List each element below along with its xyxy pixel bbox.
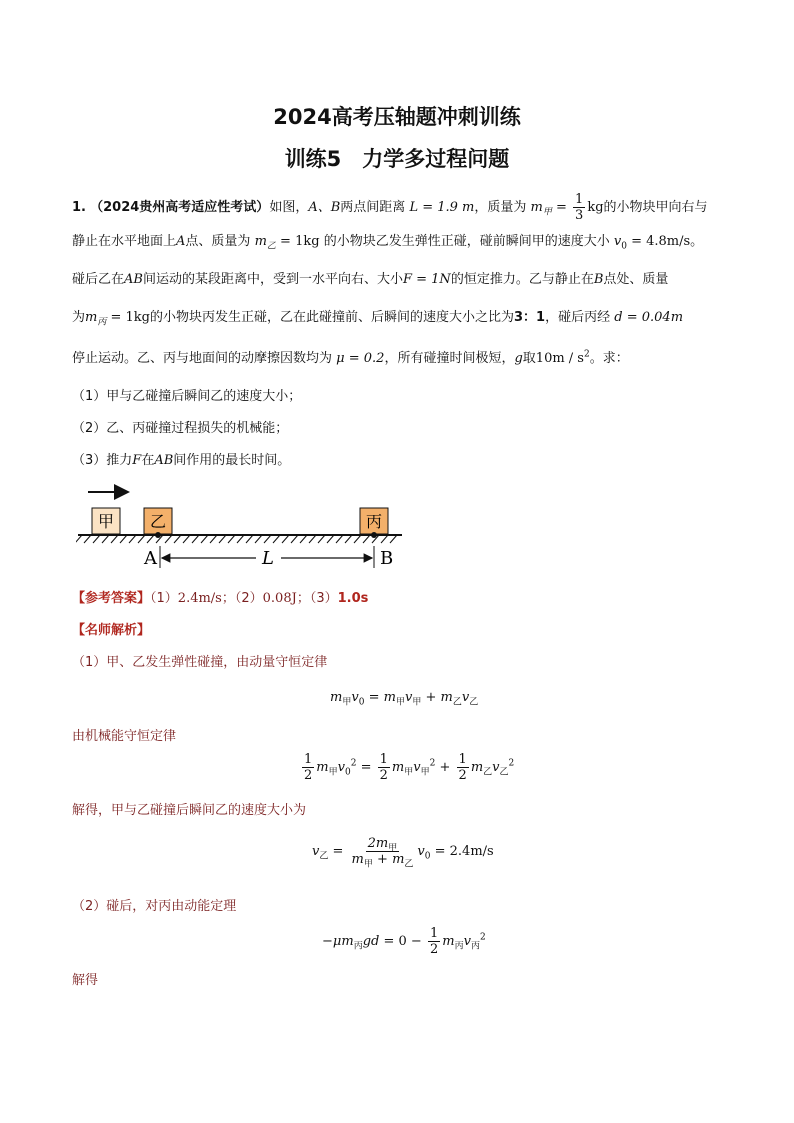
hatch-mark — [210, 535, 217, 543]
hatch-mark — [318, 535, 325, 543]
answer-tag: 【参考答案】 — [72, 591, 151, 606]
text: 如图， — [269, 200, 309, 215]
text: ，碰后丙经 — [545, 310, 611, 325]
analysis-p4: （2）碰后，对丙由动能定理 — [72, 899, 237, 914]
text: 在 — [141, 453, 155, 468]
text: ，质量为 — [474, 200, 527, 215]
text: 。求： — [589, 351, 629, 366]
question-2: （2）乙、丙碰撞过程损失的机械能； — [72, 421, 289, 436]
question-1: （1）甲与乙碰撞后瞬间乙的速度大小； — [72, 389, 302, 404]
text: A、B — [308, 200, 341, 215]
equation-momentum: $m_甲v_0 = m_甲v_甲 + m_乙v_乙$ — [330, 690, 479, 708]
text: = 1kg — [275, 234, 320, 249]
text: = 4.8m/s — [626, 234, 691, 249]
analysis-p5: 解得 — [72, 973, 99, 988]
text: A — [176, 234, 186, 249]
hatch-mark — [309, 535, 316, 543]
problem-line-3 — [72, 271, 668, 289]
block-bing-label: 丙 — [365, 512, 383, 531]
text: F — [132, 453, 142, 468]
text: = — [551, 200, 572, 215]
hatch-mark — [165, 535, 172, 543]
fraction: $\frac{1}{3}$ — [575, 192, 584, 223]
eq-L: L = 1.9 m — [409, 200, 475, 215]
hatch-mark — [237, 535, 244, 543]
text: （3）推力 — [72, 453, 133, 468]
m-jia: $m_甲$ — [530, 200, 552, 218]
hatch-mark — [363, 535, 370, 543]
text: 的小物块甲向右与 — [603, 200, 708, 215]
analysis-p3: 解得，甲与乙碰撞后瞬间乙的速度大小为 — [72, 803, 307, 818]
hatch-mark — [381, 535, 388, 543]
hatch-mark — [102, 535, 109, 543]
text: 。 — [690, 234, 704, 249]
hatch-mark — [336, 535, 343, 543]
text: 点、质量为 — [185, 234, 251, 249]
hatch-mark — [246, 535, 253, 543]
v0: $v_0$ — [613, 234, 627, 252]
text: 碰后乙在 — [72, 272, 125, 287]
text: 间运动的某段距离中，受到一水平向右、大小 — [142, 272, 403, 287]
problem-line-1 — [72, 192, 708, 223]
analysis-p1: （1）甲、乙发生弹性碰撞，由动量守恒定律 — [72, 655, 328, 670]
hatch-mark — [264, 535, 271, 543]
block-yi-label: 乙 — [149, 512, 167, 531]
label-A: A — [144, 548, 157, 569]
hatch-mark — [76, 535, 82, 543]
analysis-tag: 【名师解析】 — [72, 623, 151, 638]
label-L: L — [262, 548, 274, 569]
problem-number: 1. — [72, 200, 86, 215]
hatch-mark — [291, 535, 298, 543]
text: = 1kg — [106, 310, 150, 325]
problem-source: （2024贵州高考适应性考试） — [90, 200, 270, 215]
hatch-mark — [111, 535, 118, 543]
block-jia-label: 甲 — [97, 512, 115, 531]
hatch-mark — [228, 535, 235, 543]
text: ，所有碰撞时间极短， — [384, 351, 515, 366]
hatch-mark — [138, 535, 145, 543]
hatch-mark — [201, 535, 208, 543]
text: g — [514, 351, 523, 366]
hatch-mark — [282, 535, 289, 543]
hatch-mark — [183, 535, 190, 543]
hatch-mark — [354, 535, 361, 543]
m-bing: $m_丙$ — [85, 310, 107, 328]
hatch-mark — [390, 535, 397, 543]
text: （2） — [234, 591, 263, 606]
text: 间作用的最长时间。 — [173, 453, 291, 468]
hatch-mark — [327, 535, 334, 543]
ratio: 3：1 — [514, 310, 546, 325]
ground-hatching — [76, 535, 397, 543]
problem-line-5 — [72, 350, 629, 368]
answer-3: 1.0s — [337, 591, 369, 606]
label-B: B — [380, 548, 394, 569]
text: 的小物块乙发生弹性正碰，碰前瞬间甲的速度大小 — [323, 234, 610, 249]
text: AB — [154, 453, 174, 468]
hatch-mark — [345, 535, 352, 543]
text: kg — [587, 200, 604, 215]
hatch-mark — [255, 535, 262, 543]
hatch-mark — [147, 535, 154, 543]
hatch-mark — [273, 535, 280, 543]
m-yi: $m_乙$ — [254, 234, 276, 252]
analysis-p2: 由机械能守恒定律 — [72, 729, 177, 744]
eq-d: d = 0.04m — [614, 310, 684, 325]
text: AB — [124, 272, 143, 287]
problem-line-2 — [72, 233, 703, 251]
point-B — [371, 532, 377, 538]
equation-work-energy: $-\mu m_丙gd = 0$ − $\frac{1}{2}$ $m_丙v_丙^2$ — [322, 926, 486, 957]
hatch-mark — [120, 535, 127, 543]
hatch-mark — [129, 535, 136, 543]
text: 静止在水平地面上 — [72, 234, 177, 249]
question-3 — [72, 452, 290, 470]
text: 为 — [72, 310, 86, 325]
hatch-mark — [192, 535, 199, 543]
answer-2: 0.08J — [262, 591, 297, 606]
hatch-mark — [219, 535, 226, 543]
equation-energy: $\frac{1}{2}$ $m_甲v_0^2$ = $\frac{1}{2}$ $m_甲v_甲^2$ + $\frac{1}{2}$ $m_乙v_乙^2$ — [304, 752, 515, 783]
hatch-mark — [93, 535, 100, 543]
eq-F: F = 1N — [402, 272, 451, 287]
text: 的小物块丙发生正碰，乙在此碰撞前、后瞬间的速度大小之比为 — [150, 310, 515, 325]
text: 的恒定推力。乙与静止在 — [450, 272, 594, 287]
text: ； — [296, 591, 310, 606]
text: 取 — [522, 351, 536, 366]
hatch-mark — [84, 535, 91, 543]
page-subtitle: 训练5 力学多过程问题 — [284, 147, 510, 171]
text: （1） — [150, 591, 178, 606]
equation-v-yi: $v_乙$ = $\frac{2m_甲}{m_甲 + m_乙}$ $v_0 = 2.4m/s$ — [312, 836, 494, 870]
eq-mu: μ = 0.2 — [336, 351, 385, 366]
text: ； — [221, 591, 235, 606]
text: B — [593, 272, 604, 287]
page-title: 2024高考压轴题冲刺训练 — [273, 105, 521, 129]
problem-line-4 — [72, 309, 683, 327]
text: 停止运动。乙、丙与地面间的动摩擦因数均为 — [72, 351, 333, 366]
hatch-mark — [174, 535, 181, 543]
text: 点处、质量 — [603, 272, 669, 287]
text: 两点间距离 — [340, 200, 406, 215]
hatch-mark — [300, 535, 307, 543]
text: （3） — [309, 591, 338, 606]
point-A — [155, 532, 161, 538]
g-value: $10m / s^2$ — [535, 349, 590, 366]
answer-line — [72, 590, 368, 608]
physics-diagram — [76, 480, 406, 575]
answer-1: 2.4m/s — [177, 591, 222, 606]
